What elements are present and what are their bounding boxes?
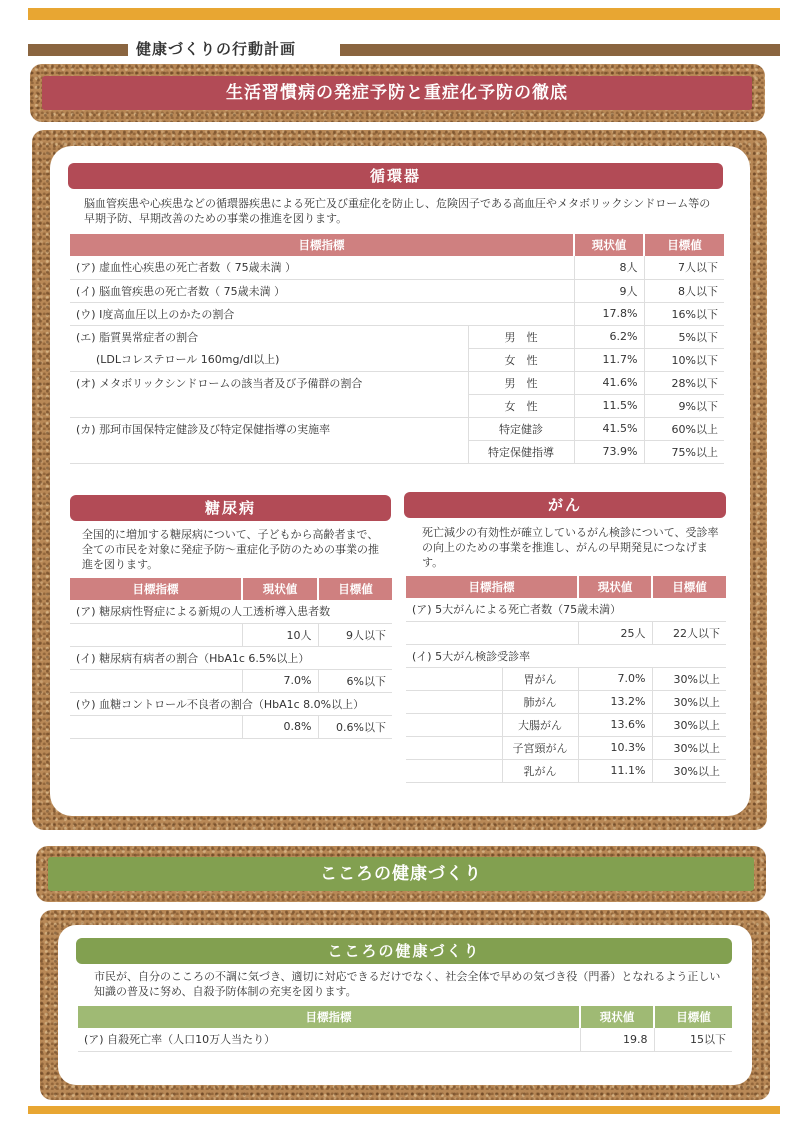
row-current: 11.1%: [578, 759, 652, 782]
table-row: [70, 417, 724, 440]
row-target: 30%以上: [652, 713, 726, 736]
row-target: 30%以上: [652, 759, 726, 782]
row-current: 25人: [578, 621, 652, 644]
table-row: [70, 440, 724, 463]
table-row: [406, 598, 726, 621]
header-bar-left: [28, 44, 128, 56]
row-empty: [70, 715, 242, 738]
table-row: [78, 1028, 732, 1051]
table-row: [70, 394, 724, 417]
th-indicator: 目標指標: [78, 1006, 580, 1028]
row-label: (ウ) 血糖コントロール不良者の割合（HbA1c 8.0%以上）: [70, 692, 392, 715]
row-target: 0.6%以下: [318, 715, 392, 738]
row-target: 28%以下: [644, 371, 724, 394]
row-category: 男 性: [468, 371, 574, 394]
row-target: 8人以下: [644, 279, 724, 302]
row-current: 9人: [574, 279, 644, 302]
row-current: 6.2%: [574, 325, 644, 348]
row-label: (オ) メタボリックシンドロームの該当者及び予備群の割合: [76, 376, 363, 390]
table-row: [70, 371, 724, 394]
row-current: 10.3%: [578, 736, 652, 759]
row-label: (ウ) Ⅰ度高血圧以上のかたの割合: [70, 302, 574, 325]
row-empty: [406, 667, 502, 690]
cancer-description: 死亡減少の有効性が確立しているがん検診について、受診率の向上のための事業を推進し、がんの早期発見につなげます。: [422, 526, 719, 569]
row-target: 16%以下: [644, 302, 724, 325]
row-target: 5%以下: [644, 325, 724, 348]
row-target: 22人以下: [652, 621, 726, 644]
row-empty: [406, 759, 502, 782]
row-current: 73.9%: [574, 440, 644, 463]
heading-circulatory: 循環器: [68, 163, 723, 189]
heading-cancer: がん: [404, 492, 726, 518]
th-indicator: 目標指標: [70, 578, 242, 600]
row-current: 19.8: [580, 1028, 654, 1051]
row-current: 11.5%: [574, 394, 644, 417]
row-label: (イ) 糖尿病有病者の割合（HbA1c 6.5%以上）: [70, 646, 392, 669]
th-target: 目標値: [644, 234, 724, 256]
row-category: 胃がん: [502, 667, 578, 690]
row-empty: [70, 394, 468, 417]
row-target: 30%以上: [652, 667, 726, 690]
table-row: [70, 646, 392, 669]
table-row: [70, 279, 724, 302]
row-current: 10人: [242, 623, 318, 646]
table-row: [406, 690, 726, 713]
row-empty: [70, 669, 242, 692]
row-category: 特定健診: [468, 417, 574, 440]
cancer-table: [406, 576, 726, 783]
th-indicator: 目標指標: [70, 234, 574, 256]
bottom-gold-bar: [28, 1106, 780, 1114]
row-current: 17.8%: [574, 302, 644, 325]
row-category: 女 性: [468, 348, 574, 371]
th-current: 現状値: [574, 234, 644, 256]
row-empty: [70, 623, 242, 646]
row-current: 7.0%: [242, 669, 318, 692]
row-label: (カ) 那珂市国保特定健診及び特定保健指導の実施率: [76, 422, 331, 436]
row-current: 11.7%: [574, 348, 644, 371]
row-label: (ア) 糖尿病性腎症による新規の人工透析導入患者数: [70, 600, 392, 623]
row-current: 41.5%: [574, 417, 644, 440]
circulatory-table: [70, 234, 724, 464]
table-row: [70, 256, 724, 279]
row-target: 7人以下: [644, 256, 724, 279]
table-row: [406, 644, 726, 667]
table-row: [70, 623, 392, 646]
table-row: [70, 600, 392, 623]
row-label: (イ) 脳血管疾患の死亡者数（ 75歳未満 ）: [70, 279, 574, 302]
mental-health-table: [78, 1006, 732, 1052]
th-indicator: 目標指標: [406, 576, 578, 598]
section-title: 健康づくりの行動計画: [136, 40, 297, 58]
row-current: 8人: [574, 256, 644, 279]
th-target: 目標値: [318, 578, 392, 600]
banner-mental-health: こころの健康づくり: [48, 857, 754, 891]
row-target: 60%以上: [644, 417, 724, 440]
table-row: [406, 667, 726, 690]
row-category: 子宮頸がん: [502, 736, 578, 759]
row-empty: [406, 690, 502, 713]
row-empty: [406, 736, 502, 759]
section-header: [28, 38, 780, 58]
diabetes-table: [70, 578, 392, 739]
table-row: [406, 713, 726, 736]
row-target: 30%以上: [652, 690, 726, 713]
row-empty: [70, 440, 468, 463]
th-target: 目標値: [654, 1006, 732, 1028]
table-row: [70, 669, 392, 692]
row-current: 13.6%: [578, 713, 652, 736]
banner-lifestyle-disease: 生活習慣病の発症予防と重症化予防の徹底: [42, 76, 752, 110]
row-target: 9人以下: [318, 623, 392, 646]
mental-health-description: 市民が、自分のこころの不調に気づき、適切に対応できるだけでなく、社会全体で早めの気づき役（門番）となれるよう正しい知識の普及に努め、自殺予防体制の充実を図ります。: [94, 970, 721, 998]
row-label: (ア) 自殺死亡率（人口10万人当たり）: [78, 1028, 580, 1051]
table-row: [406, 759, 726, 782]
table-row: [406, 736, 726, 759]
th-target: 目標値: [652, 576, 726, 598]
table-row: [70, 302, 724, 325]
row-category: 女 性: [468, 394, 574, 417]
row-current: 41.6%: [574, 371, 644, 394]
row-current: 13.2%: [578, 690, 652, 713]
row-category: 肺がん: [502, 690, 578, 713]
row-label: (エ) 脂質異常症者の割合: [76, 330, 199, 344]
row-target: 6%以下: [318, 669, 392, 692]
th-current: 現状値: [242, 578, 318, 600]
row-sublabel: (LDLコレステロール 160mg/dl以上): [70, 348, 468, 371]
row-target: 75%以上: [644, 440, 724, 463]
top-gold-bar: [28, 8, 780, 20]
row-category: 大腸がん: [502, 713, 578, 736]
diabetes-description: 全国的に増加する糖尿病について、子どもから高齢者まで、全ての市民を対象に発症予防～重症化予防のための事業の推進を図ります。: [82, 528, 379, 571]
heading-mental-health: こころの健康づくり: [76, 938, 732, 964]
row-label: (ア) 5大がんによる死亡者数（75歳未満）: [406, 598, 726, 621]
row-target: 9%以下: [644, 394, 724, 417]
row-current: 7.0%: [578, 667, 652, 690]
row-category: 特定保健指導: [468, 440, 574, 463]
heading-diabetes: 糖尿病: [70, 495, 391, 521]
th-current: 現状値: [578, 576, 652, 598]
row-category: 男 性: [468, 325, 574, 348]
row-target: 15以下: [654, 1028, 732, 1051]
circulatory-description: 脳血管疾患や心疾患などの循環器疾患による死亡及び重症化を防止し、危険因子である高血圧やメタボリックシンドローム等の早期予防、早期改善のための事業の推進を図ります。: [84, 197, 711, 225]
header-bar-right: [340, 44, 780, 56]
row-target: 30%以上: [652, 736, 726, 759]
row-empty: [406, 713, 502, 736]
table-row: [406, 621, 726, 644]
table-row: [70, 715, 392, 738]
table-row: [70, 348, 724, 371]
row-current: 0.8%: [242, 715, 318, 738]
row-label: (イ) 5大がん検診受診率: [406, 644, 726, 667]
row-label: (ア) 虚血性心疾患の死亡者数（ 75歳未満 ）: [70, 256, 574, 279]
table-row: [70, 325, 724, 348]
row-target: 10%以下: [644, 348, 724, 371]
row-category: 乳がん: [502, 759, 578, 782]
row-empty: [406, 621, 578, 644]
th-current: 現状値: [580, 1006, 654, 1028]
table-row: [70, 692, 392, 715]
